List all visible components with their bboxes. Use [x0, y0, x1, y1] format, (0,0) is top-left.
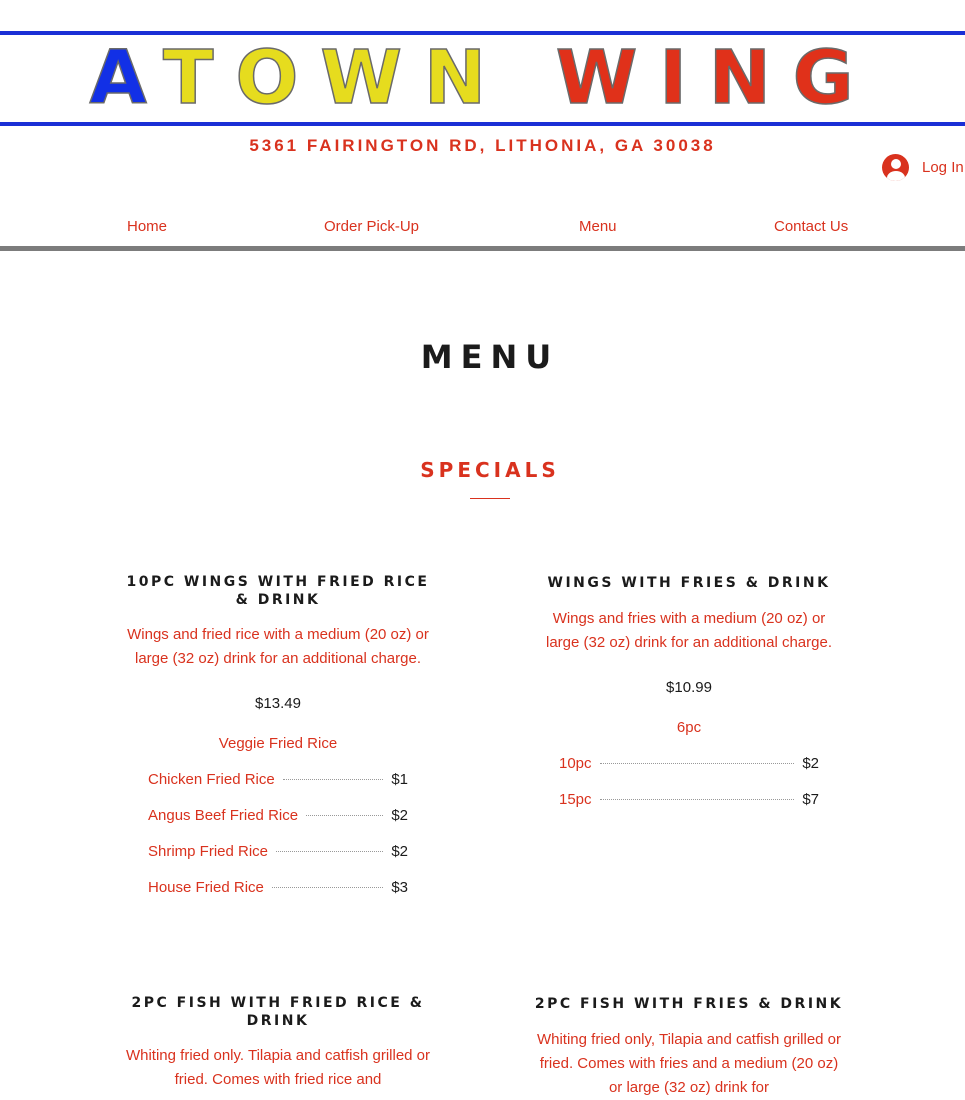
menu-item-title: WINGS WITH FRIES & DRINK — [547, 575, 831, 591]
dot-leader — [276, 851, 383, 852]
variant-price: $3 — [391, 879, 408, 896]
variant-row — [148, 807, 408, 843]
address-text: 5361 FAIRINGTON RD, LITHONIA, GA 30038 — [249, 136, 716, 155]
variant-price: $2 — [391, 843, 408, 860]
variant-row — [148, 879, 408, 915]
variant-row — [559, 755, 819, 791]
logo-word-wing: WING — [555, 35, 876, 121]
variant-price: $2 — [802, 755, 819, 772]
logo-letter-a: A — [89, 35, 163, 121]
menu-item-title: 2PC FISH WITH FRIES & DRINK — [534, 996, 844, 1012]
user-avatar-icon — [882, 154, 909, 181]
section-divider — [470, 498, 510, 499]
variant-list — [559, 755, 819, 827]
menu-item-description: Wings and fried rice with a medium (20 oz) or large (32 oz) drink for an additional charge. — [127, 626, 429, 667]
menu-item-variant-heading: Veggie Fried Rice — [218, 735, 338, 752]
variant-label: 15pc — [559, 791, 592, 808]
menu-item-title: 10PC WINGS WITH FRIED RICE & DRINK — [126, 574, 430, 608]
variant-price: $7 — [802, 791, 819, 808]
dot-leader — [306, 815, 383, 816]
section-title: SPECIALS — [420, 458, 560, 482]
variant-list — [148, 771, 408, 915]
variant-row — [148, 771, 408, 807]
dot-leader — [600, 763, 795, 764]
variant-row — [148, 843, 408, 879]
main-nav — [0, 218, 965, 238]
nav-item-contact-us[interactable]: Contact Us — [774, 218, 849, 235]
dot-leader — [600, 799, 795, 800]
nav-divider — [0, 246, 965, 251]
nav-item-menu[interactable]: Menu — [579, 218, 617, 235]
menu-item-description: Whiting fried only. Tilapia and catfish grilled or fried. Comes with fried rice and — [125, 1047, 431, 1088]
header-bottom-border — [0, 122, 965, 126]
variant-label: Angus Beef Fried Rice — [148, 807, 299, 824]
variant-label: 10pc — [559, 755, 592, 772]
menu-item-wings-fries — [534, 574, 844, 827]
dot-leader — [272, 887, 383, 888]
menu-item-description: Wings and fries with a medium (20 oz) or large (32 oz) drink for an additional charge. — [546, 610, 832, 651]
variant-label: Shrimp Fried Rice — [148, 843, 269, 860]
menu-item-2pc-fish-fried-rice — [123, 994, 433, 1092]
nav-item-order-pickup[interactable]: Order Pick-Up — [324, 218, 420, 235]
menu-item-10pc-wings-fried-rice — [123, 573, 433, 915]
menu-item-price: $10.99 — [666, 679, 712, 696]
dot-leader — [283, 779, 384, 780]
menu-item-variant-heading: 6pc — [676, 719, 702, 736]
login-button[interactable] — [882, 154, 964, 181]
variant-label: Chicken Fried Rice — [148, 771, 275, 788]
menu-item-2pc-fish-fries — [534, 995, 844, 1100]
logo-word-town: TOWN — [162, 35, 508, 121]
variant-price: $2 — [391, 807, 408, 824]
variant-label: House Fried Rice — [148, 879, 264, 896]
site-logo[interactable] — [0, 35, 965, 121]
menu-item-description: Whiting fried only, Tilapia and catfish grilled or fried. Comes with fries and a medium (20 oz) or large (32 oz) drink for — [536, 1031, 842, 1096]
menu-item-price: $13.49 — [255, 695, 301, 712]
login-label: Log In — [922, 159, 964, 176]
menu-item-title: 2PC FISH WITH FRIED RICE & DRINK — [131, 995, 425, 1029]
variant-price: $1 — [391, 771, 408, 788]
variant-row — [559, 791, 819, 827]
page-title: MENU — [420, 338, 560, 376]
nav-item-home[interactable]: Home — [127, 218, 168, 235]
